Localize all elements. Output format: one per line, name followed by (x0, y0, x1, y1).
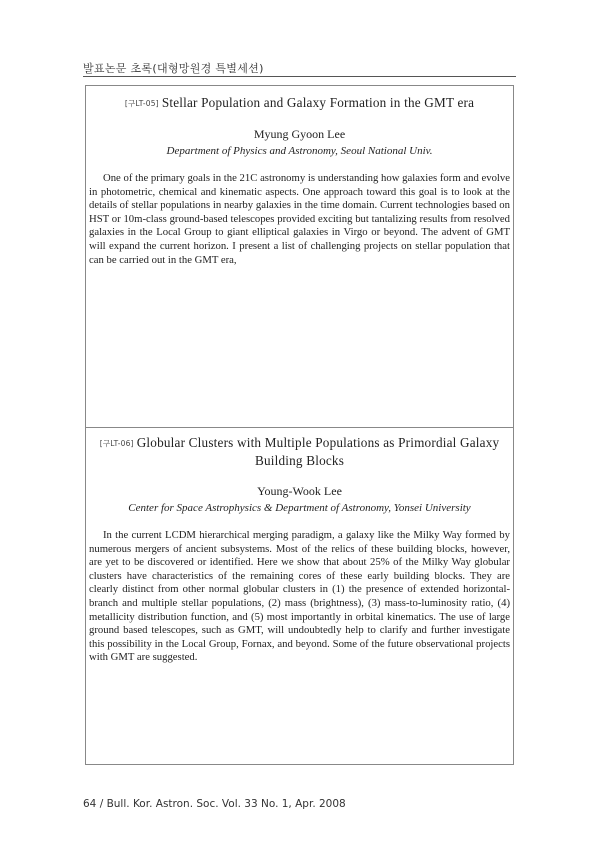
header-rule (83, 76, 516, 77)
page-footer: 64 / Bull. Kor. Astron. Soc. Vol. 33 No. 1, Apr. 2008 (83, 798, 346, 810)
abstract-divider (86, 427, 513, 428)
running-header: 발표논문 초록(대형망원경 특별세션) (83, 62, 264, 75)
abstract-body: In the current LCDM hierarchical merging paradigm, a galaxy like the Milky Way formed by numerous mergers of ancient subsystems. Most of the relics of these building blocks, however, are yet to be discovered or identified. Here we show that about 25% of the Milky Way globular clusters have characteristics of the remaining cores of these early building blocks. They are clearly distinct from other normal globular clusters in (1) the presence of extended horizontal-branch and multiple stellar populations, (2) mass (brightness), (3) mass-to-luminosity ratio, (4) metallicity distribution function, and (5) most importantly in orbital kinematics. The use of large ground based telescopes, such as GMT, will undoubtedly help to clarify and further investigate this possibility in the Local Group, Fornax, and beyond. Some of the future observational projects with GMT are suggested. (89, 529, 510, 664)
abstracts-box (85, 85, 514, 765)
abstract-title (86, 94, 513, 112)
abstract-lt05 (86, 94, 513, 267)
abstract-author: Young-Wook Lee (257, 484, 342, 498)
abstract-author: Myung Gyoon Lee (253, 127, 346, 141)
abstract-code: [구LT-06] (99, 439, 134, 448)
abstract-title-text: Globular Clusters with Multiple Populations as Primordial Galaxy Building Blocks (136, 435, 500, 468)
abstract-affiliation: Department of Physics and Astronomy, Seoul National Univ. (166, 145, 433, 157)
abstract-code: [구LT-05] (124, 99, 159, 108)
abstract-affiliation: Center for Space Astrophysics & Department of Astronomy, Yonsei University (128, 502, 471, 514)
abstract-lt06 (86, 434, 513, 665)
abstract-title-text: Stellar Population and Galaxy Formation in the GMT era (161, 95, 475, 110)
abstract-title (86, 434, 513, 469)
abstract-body: One of the primary goals in the 21C astronomy is understanding how galaxies form and evolve in photometric, chemical and kinematic aspects. One approach toward this goal is to look at the details of stellar populations in nearby galaxies in the time domain. Current technologies based on HST or 10m-class ground-based telescopes provided exciting but tantalizing results from resolved galaxies in the Local Group to giant elliptical galaxies in Virgo or beyond. The advent of GMT will expand the current horizon. I present a list of challenging projects on stellar population that can be carried out in the GMT era, (89, 172, 510, 266)
